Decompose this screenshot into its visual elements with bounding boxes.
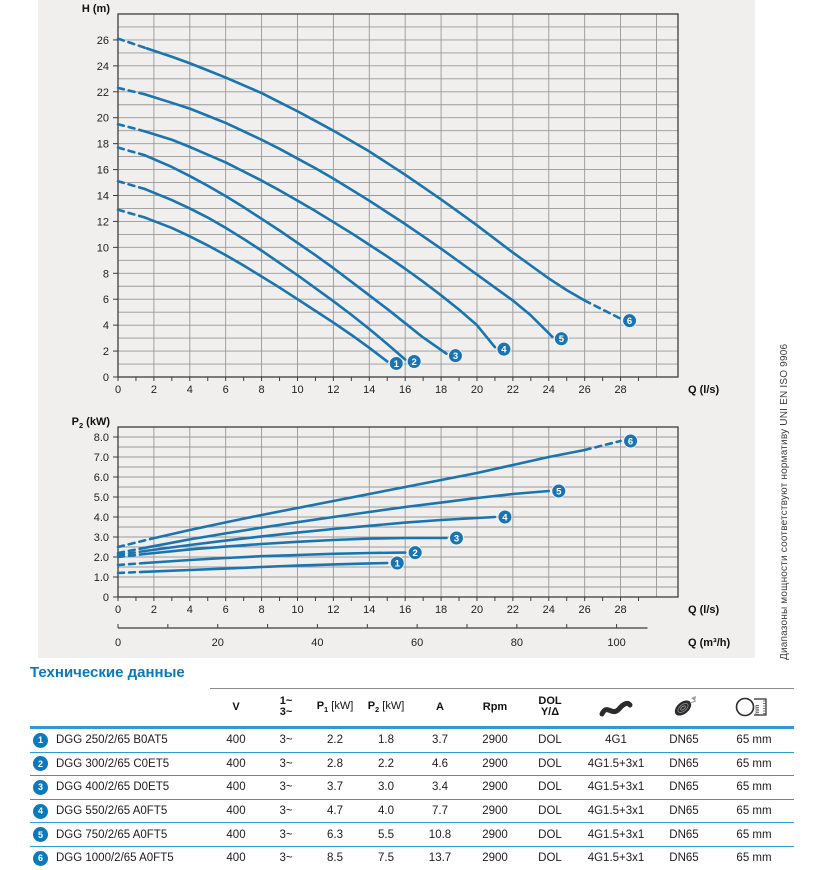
svg-text:2: 2 bbox=[150, 604, 157, 616]
svg-text:26: 26 bbox=[578, 384, 591, 396]
svg-text:Q (m³/h): Q (m³/h) bbox=[688, 637, 731, 649]
cell-p1: 8.5 bbox=[327, 852, 343, 865]
cell-start: DOL bbox=[538, 734, 562, 747]
cable-icon bbox=[578, 695, 654, 719]
svg-text:18: 18 bbox=[434, 384, 448, 396]
cell-model: 4 DGG 550/2/65 A0FT5 bbox=[30, 804, 210, 819]
svg-text:7.0: 7.0 bbox=[93, 452, 109, 464]
cell-cable: 4G1 bbox=[605, 734, 627, 747]
cell-p2: 5.5 bbox=[378, 828, 394, 841]
cell-dia: 65 mm bbox=[736, 805, 772, 818]
cell-a: 4.6 bbox=[432, 757, 448, 770]
cell-v: 400 bbox=[226, 781, 246, 794]
svg-text:14: 14 bbox=[363, 384, 376, 396]
cell-cable: 4G1.5+3x1 bbox=[587, 852, 645, 865]
svg-text:1: 1 bbox=[394, 558, 400, 570]
cell-phase: 3~ bbox=[279, 805, 293, 818]
svg-text:2.0: 2.0 bbox=[93, 552, 109, 564]
cell-rpm: 2900 bbox=[482, 805, 508, 818]
cell-phase: 3~ bbox=[279, 734, 293, 747]
svg-text:8: 8 bbox=[258, 604, 265, 616]
svg-text:2: 2 bbox=[411, 356, 417, 368]
performance-charts-panel bbox=[38, 0, 755, 658]
svg-text:14: 14 bbox=[363, 604, 376, 616]
svg-text:0: 0 bbox=[102, 592, 109, 604]
col-header-starting: DOL Y/Δ bbox=[538, 694, 562, 718]
cell-dia: 65 mm bbox=[736, 757, 772, 770]
svg-text:12: 12 bbox=[327, 604, 340, 616]
svg-text:Q (l/s): Q (l/s) bbox=[688, 604, 720, 616]
cell-model: 1 DGG 250/2/65 B0AT5 bbox=[30, 733, 210, 748]
svg-text:10: 10 bbox=[291, 384, 304, 396]
cell-model: 3 DGG 400/2/65 D0ET5 bbox=[30, 780, 210, 795]
svg-text:20: 20 bbox=[470, 384, 484, 396]
cell-rpm: 2900 bbox=[482, 781, 508, 794]
col-header-p2: $P_2$ [kW] bbox=[367, 699, 405, 715]
svg-text:6: 6 bbox=[222, 604, 229, 616]
pump-outlet-icon bbox=[654, 694, 714, 720]
svg-text:8.0: 8.0 bbox=[93, 432, 109, 444]
cell-p1: 6.3 bbox=[327, 828, 343, 841]
cell-dia: 65 mm bbox=[736, 852, 772, 865]
svg-text:0: 0 bbox=[102, 372, 109, 384]
col-header-rpm: Rpm bbox=[482, 701, 508, 713]
standards-note: Диапазоны мощности соответствуют нормативу UNI EN ISO 9906 bbox=[779, 343, 790, 660]
cell-start: DOL bbox=[538, 805, 562, 818]
cell-rpm: 2900 bbox=[482, 828, 508, 841]
cell-dn: DN65 bbox=[669, 852, 699, 865]
svg-text:P2 (kW): $P_2$ (kW) bbox=[71, 416, 110, 430]
curve-number-badge: 2 bbox=[33, 756, 48, 771]
svg-text:12: 12 bbox=[327, 384, 340, 396]
curve-number-badge: 4 bbox=[33, 804, 48, 819]
cell-dn: DN65 bbox=[669, 781, 699, 794]
svg-text:4: 4 bbox=[102, 320, 109, 333]
svg-text:H (m): H (m) bbox=[81, 3, 110, 15]
cell-a: 13.7 bbox=[428, 852, 452, 865]
svg-text:6: 6 bbox=[222, 384, 229, 396]
svg-text:4: 4 bbox=[186, 604, 193, 616]
svg-text:6.0: 6.0 bbox=[93, 472, 109, 484]
cell-phase: 3~ bbox=[279, 781, 293, 794]
svg-text:28: 28 bbox=[614, 384, 627, 396]
col-header-voltage: V bbox=[232, 701, 240, 713]
svg-text:80: 80 bbox=[510, 637, 523, 649]
cell-dn: DN65 bbox=[669, 828, 699, 841]
svg-text:6: 6 bbox=[102, 294, 109, 307]
table-row bbox=[30, 846, 794, 870]
svg-text:40: 40 bbox=[311, 637, 324, 649]
svg-text:0: 0 bbox=[114, 604, 122, 616]
cell-a: 3.7 bbox=[432, 734, 448, 747]
cell-p1: 3.7 bbox=[327, 781, 343, 794]
svg-text:5: 5 bbox=[556, 486, 562, 498]
svg-text:3: 3 bbox=[453, 533, 460, 545]
svg-text:20: 20 bbox=[470, 604, 484, 616]
cell-dn: DN65 bbox=[669, 805, 699, 818]
cell-v: 400 bbox=[226, 734, 246, 747]
svg-text:0: 0 bbox=[114, 637, 122, 649]
svg-text:0: 0 bbox=[114, 384, 122, 396]
power-flow-chart bbox=[38, 410, 755, 658]
table-row bbox=[30, 799, 794, 823]
cell-cable: 4G1.5+3x1 bbox=[587, 781, 645, 794]
svg-text:4: 4 bbox=[502, 512, 508, 524]
svg-text:18: 18 bbox=[96, 138, 109, 151]
cell-p1: 2.8 bbox=[327, 757, 343, 770]
svg-text:5.0: 5.0 bbox=[93, 492, 109, 504]
svg-text:8: 8 bbox=[102, 268, 109, 281]
svg-text:10: 10 bbox=[291, 604, 304, 616]
cell-p1: 4.7 bbox=[327, 805, 343, 818]
svg-text:5: 5 bbox=[558, 334, 565, 346]
svg-text:22: 22 bbox=[506, 384, 519, 396]
cell-v: 400 bbox=[226, 757, 246, 770]
svg-text:4: 4 bbox=[186, 384, 193, 396]
cell-start: DOL bbox=[538, 852, 562, 865]
cell-model: 6 DGG 1000/2/65 A0FT5 bbox=[30, 851, 210, 866]
cell-phase: 3~ bbox=[279, 828, 293, 841]
cell-dia: 65 mm bbox=[736, 781, 772, 794]
svg-text:10: 10 bbox=[96, 242, 109, 255]
cell-a: 7.7 bbox=[432, 805, 448, 818]
svg-text:26: 26 bbox=[96, 34, 109, 47]
svg-text:24: 24 bbox=[542, 604, 555, 616]
cell-phase: 3~ bbox=[279, 757, 293, 770]
cell-dia: 65 mm bbox=[736, 828, 772, 841]
svg-text:16: 16 bbox=[399, 604, 412, 616]
hose-diameter-icon bbox=[714, 694, 794, 720]
svg-text:20: 20 bbox=[211, 637, 224, 649]
svg-text:2: 2 bbox=[150, 384, 157, 396]
table-body bbox=[30, 728, 794, 870]
curve-number-badge: 3 bbox=[33, 780, 48, 795]
table-row bbox=[30, 728, 794, 752]
svg-text:6: 6 bbox=[627, 436, 634, 448]
cell-p2: 1.8 bbox=[378, 734, 394, 747]
cell-p2: 3.0 bbox=[378, 781, 394, 794]
cell-start: DOL bbox=[538, 757, 562, 770]
svg-text:16: 16 bbox=[96, 164, 109, 177]
cell-p2: 2.2 bbox=[378, 757, 394, 770]
table-title: Технические данные bbox=[30, 664, 185, 681]
svg-text:14: 14 bbox=[96, 190, 109, 203]
head-flow-chart bbox=[38, 0, 755, 410]
curve-number-badge: 6 bbox=[33, 851, 48, 866]
svg-text:18: 18 bbox=[434, 604, 448, 616]
svg-text:2: 2 bbox=[102, 346, 109, 359]
table-header-row bbox=[30, 688, 794, 728]
cell-v: 400 bbox=[226, 828, 246, 841]
svg-text:12: 12 bbox=[96, 216, 109, 229]
cell-start: DOL bbox=[538, 781, 562, 794]
svg-text:60: 60 bbox=[411, 637, 424, 649]
svg-text:22: 22 bbox=[96, 86, 109, 99]
col-header-phase: 1~ 3~ bbox=[279, 694, 293, 718]
curve-number-badge: 5 bbox=[33, 827, 48, 842]
cell-rpm: 2900 bbox=[482, 734, 508, 747]
cell-a: 3.4 bbox=[432, 781, 448, 794]
svg-text:28: 28 bbox=[614, 604, 627, 616]
svg-text:8: 8 bbox=[258, 384, 265, 396]
cell-dn: DN65 bbox=[669, 734, 699, 747]
cell-model: 2 DGG 300/2/65 C0ET5 bbox=[30, 756, 210, 771]
cell-rpm: 2900 bbox=[482, 757, 508, 770]
cell-cable: 4G1.5+3x1 bbox=[587, 828, 645, 841]
col-header-current: A bbox=[436, 701, 444, 713]
cell-cable: 4G1.5+3x1 bbox=[587, 757, 645, 770]
svg-text:2: 2 bbox=[412, 548, 418, 559]
svg-text:24: 24 bbox=[96, 60, 109, 73]
cell-a: 10.8 bbox=[428, 828, 452, 841]
cell-v: 400 bbox=[226, 852, 246, 865]
svg-text:26: 26 bbox=[578, 604, 591, 616]
cell-dn: DN65 bbox=[669, 757, 699, 770]
cell-phase: 3~ bbox=[279, 852, 293, 865]
technical-data-section bbox=[30, 664, 794, 870]
svg-text:Q (l/s): Q (l/s) bbox=[688, 384, 720, 396]
svg-text:3.0: 3.0 bbox=[93, 532, 109, 544]
svg-text:16: 16 bbox=[399, 384, 412, 396]
svg-text:1: 1 bbox=[393, 358, 399, 370]
svg-text:22: 22 bbox=[506, 604, 519, 616]
table-row bbox=[30, 822, 794, 846]
svg-text:100: 100 bbox=[607, 637, 626, 649]
svg-text:4.0: 4.0 bbox=[93, 512, 109, 524]
svg-text:1.0: 1.0 bbox=[93, 572, 109, 584]
header-top-rule bbox=[210, 688, 794, 689]
svg-text:20: 20 bbox=[96, 112, 109, 125]
cell-model: 5 DGG 750/2/65 A0FT5 bbox=[30, 827, 210, 842]
cell-p2: 7.5 bbox=[378, 852, 394, 865]
curve-number-badge: 1 bbox=[33, 733, 48, 748]
svg-text:24: 24 bbox=[542, 384, 555, 396]
cell-start: DOL bbox=[538, 828, 562, 841]
cell-p2: 4.0 bbox=[378, 805, 394, 818]
svg-text:mm: mm bbox=[755, 704, 761, 716]
col-header-p1: $P_1$ [kW] bbox=[316, 699, 354, 715]
cell-cable: 4G1.5+3x1 bbox=[587, 805, 645, 818]
cell-rpm: 2900 bbox=[482, 852, 508, 865]
cell-v: 400 bbox=[226, 805, 246, 818]
cell-p1: 2.2 bbox=[327, 734, 343, 747]
table-row bbox=[30, 775, 794, 799]
svg-text:6: 6 bbox=[626, 316, 633, 328]
svg-text:3: 3 bbox=[452, 351, 459, 363]
cell-dia: 65 mm bbox=[736, 734, 772, 747]
svg-text:4: 4 bbox=[501, 344, 507, 356]
table-row bbox=[30, 752, 794, 776]
